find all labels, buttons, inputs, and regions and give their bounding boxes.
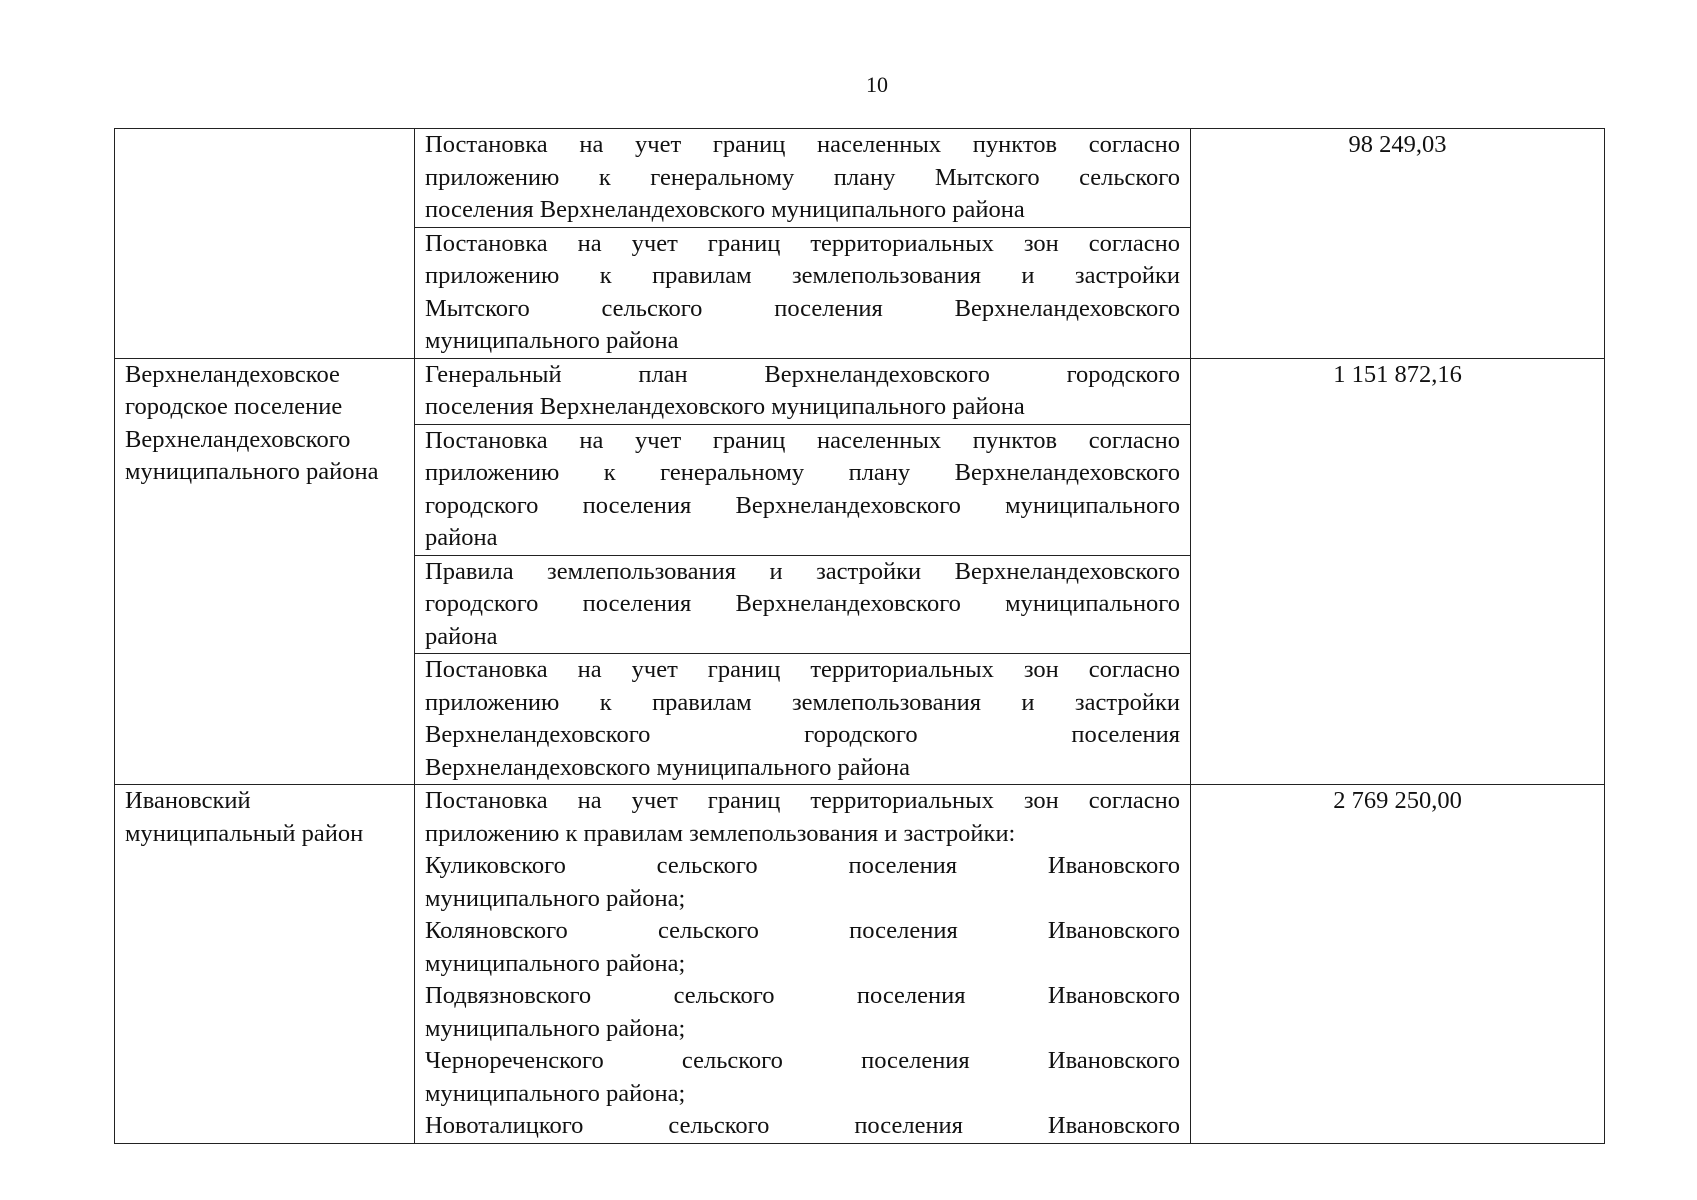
text-line: Новоталицкого сельского поселения Ивановского (425, 1112, 1180, 1139)
text-line: приложению к генеральному плану Мытского сельского (425, 163, 1180, 191)
text-line: Подвязновского сельского поселения Ивановского (425, 982, 1180, 1009)
amount-cell: 98 249,03 (1191, 129, 1605, 359)
text-line: приложению к правилам землепользования и застройки (425, 688, 1180, 716)
table-row (115, 129, 1605, 228)
text-line: муниципального района; (425, 884, 686, 912)
text-line: Куликовского сельского поселения Ивановского (425, 852, 1180, 879)
text-line: Постановка на учет границ территориальных зон согласно (425, 229, 1180, 257)
work-item-cell (415, 129, 1191, 228)
table-row (115, 785, 1605, 1144)
table-row (115, 358, 1605, 424)
funding-table (114, 128, 1605, 1144)
work-item-cell (415, 227, 1191, 358)
text-line: городского поселения Верхнеландеховского муниципального (425, 590, 1180, 617)
text-line: Постановка на учет границ населенных пунктов согласно (425, 426, 1180, 454)
text-line: района (425, 622, 498, 650)
amount-cell: 2 769 250,00 (1191, 785, 1605, 1144)
municipality-cell: Ивановский муниципальный район (115, 785, 415, 1144)
text-line: муниципального района (425, 327, 679, 354)
work-item-cell (415, 424, 1191, 555)
text-line: приложению к правилам землепользования и застройки (425, 262, 1180, 289)
text-line: муниципального района; (425, 1079, 686, 1107)
amount-cell: 1 151 872,16 (1191, 358, 1605, 785)
work-item-cell (415, 785, 1191, 1144)
text-line: Постановка на учет границ территориальных зон согласно (425, 787, 1180, 814)
text-line: городского поселения Верхнеландеховского муниципального (425, 491, 1180, 519)
page-number: 10 (866, 72, 888, 97)
municipality-cell (115, 129, 415, 359)
text-line: Верхнеландеховского городского поселения (425, 721, 1180, 748)
text-line: поселения Верхнеландеховского муниципального района (425, 393, 1025, 420)
text-line: приложению к правилам землепользования и застройки: (425, 819, 1016, 847)
text-line: муниципального района; (425, 949, 686, 977)
text-line: поселения Верхнеландеховского муниципального района (425, 196, 1025, 223)
municipality-cell: Верхнеландеховское городское поселение Верхнеландеховского муниципального района (115, 358, 415, 785)
text-line: Коляновского сельского поселения Ивановского (425, 917, 1180, 944)
text-line: Постановка на учет границ населенных пунктов согласно (425, 131, 1180, 158)
work-item-cell (415, 358, 1191, 424)
text-line: Мытского сельского поселения Верхнеландеховского (425, 294, 1180, 322)
text-line: Верхнеландеховского муниципального района (425, 753, 910, 781)
text-line: муниципального района; (425, 1014, 686, 1042)
work-item-cell (415, 654, 1191, 785)
text-line: района (425, 524, 498, 551)
text-line: Постановка на учет границ территориальных зон согласно (425, 656, 1180, 683)
text-line: приложению к генеральному плану Верхнеландеховского (425, 459, 1180, 486)
text-line: Правила землепользования и застройки Верхнеландеховского (425, 557, 1180, 585)
work-item-cell (415, 555, 1191, 654)
text-line: Генеральный план Верхнеландеховского городского (425, 360, 1180, 388)
text-line: Чернореченского сельского поселения Ивановского (425, 1047, 1180, 1074)
